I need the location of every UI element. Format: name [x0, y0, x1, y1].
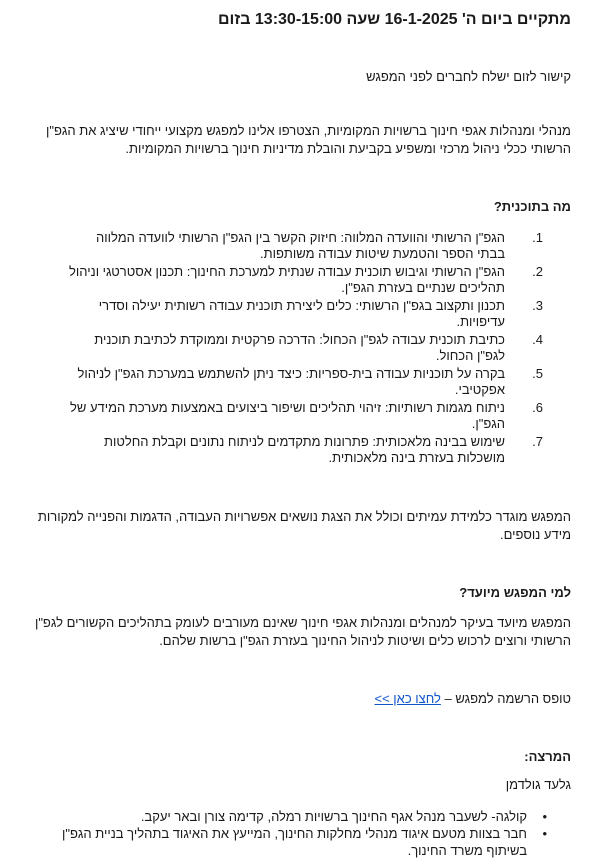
program-item-text: ניתוח מגמות רשותיות: זיהוי תהליכים ושיפור ביצועים באמצעות מערכת המידע של הגפ"ן.: [69, 400, 505, 431]
program-item-text: הגפ"ן הרשותי והוועדה המלווה: חיזוק הקשר בין הגפ"ן הרשותי לוועדה המלווה בבתי הספר והטמעת שיטות עבודה משותפות.: [95, 230, 505, 261]
program-item-number: 6.: [532, 400, 543, 415]
program-list: [30, 230, 571, 466]
lecturer-bio-list: [30, 808, 571, 859]
program-item: [30, 434, 571, 466]
lecturer-name: גלעד גולדמן: [505, 777, 571, 792]
lecturer-heading: המרצה:: [524, 749, 571, 764]
program-item-text: הגפ"ן הרשותי וגיבוש תוכנית עבודה שנתית למערכת החינוך: תכנון אסטרטגי וניהול תהליכים שנתיים בעזרת הגפ"ן.: [69, 264, 505, 295]
program-item-text: שימוש בבינה מלאכותית: פתרונות מתקדמים לניתוח נתונים וקבלת החלטות מושכלות בעזרת בינה מלאכותית.: [103, 434, 505, 465]
program-item-text: תכנון ותקצוב בגפ"ן הרשותי: כלים ליצירת תוכנית עבודה רשותית יעילה וסדרי עדיפויות.: [98, 298, 505, 329]
audience-paragraph: המפגש מיועד בעיקר למנהלים ומנהלות אגפי חינוך שאינם מעורבים לעומק בתהליכים הקשורים לגפ"ן הרשותי ורוצים לרכוש כלים ושיטות לניהול החינוך בעזרת הגפ"ן ברשות שלהם.: [34, 615, 571, 648]
intro-paragraph: מנהלי ומנהלות אגפי חינוך ברשויות המקומיות, הצטרפו אלינו למפגש מקצועי ייחודי שיציג את הגפ"ן הרשותי ככלי ניהול מרכזי ומשפיע בקביעת והובלת מדיניות חינוך ברשויות המקומיות.: [45, 123, 571, 156]
program-item-number: 3.: [532, 298, 543, 313]
registration-line: [30, 690, 571, 708]
bullet-icon: •: [542, 809, 547, 824]
program-item-number: 5.: [532, 366, 543, 381]
program-item-text: כתיבת תוכנית עבודה לגפ"ן הכחול: הדרכה פרקטית וממוקדת לכתיבת תוכנית לגפ"ן הכחול.: [94, 332, 505, 363]
page-title: מתקיים ביום ה' 16-1-2025 שעה 13:30-15:00 בזום: [218, 11, 571, 28]
program-item: [30, 298, 571, 330]
bio-text: קולגה- לשעבר מנהל אגף החינוך ברשויות רמלה, קדימה צורן ובאר יעקב.: [140, 809, 527, 824]
summary-paragraph: המפגש מוגדר כלמידת עמיתים וכולל את הצגת נושאים אפשרויות העבודה, הדגמות והפנייה למקורות מידע נוספים.: [37, 509, 571, 542]
program-item: [30, 332, 571, 364]
program-item-number: 2.: [532, 264, 543, 279]
program-item: [30, 230, 571, 262]
program-item-number: 7.: [532, 434, 543, 449]
zoom-link-note: קישור לזום ישלח לחברים לפני המפגש: [366, 69, 571, 84]
program-heading: מה בתוכנית?: [493, 199, 571, 214]
program-item: [30, 400, 571, 432]
program-item-text: בקרה על תוכניות עבודה בית-ספריות: כיצד ניתן להשתמש במערכת הגפ"ן לניהול אפקטיבי.: [77, 366, 505, 397]
program-item-number: 4.: [532, 332, 543, 347]
list-item: [30, 825, 571, 859]
program-item: [30, 366, 571, 398]
bullet-icon: •: [542, 826, 547, 841]
bio-text: חבר בצוות מטעם איגוד מנהלי מחלקות החינוך, המייעץ את האיגוד בתהליך בניית הגפ"ן בשיתוף משרד החינוך.: [61, 826, 527, 858]
program-item: [30, 264, 571, 296]
registration-link[interactable]: לחצו כאן >>: [374, 691, 441, 706]
audience-heading: למי המפגש מיועד?: [459, 585, 571, 600]
registration-label: טופס הרשמה למפגש –: [444, 691, 571, 706]
program-item-number: 1.: [532, 230, 543, 245]
